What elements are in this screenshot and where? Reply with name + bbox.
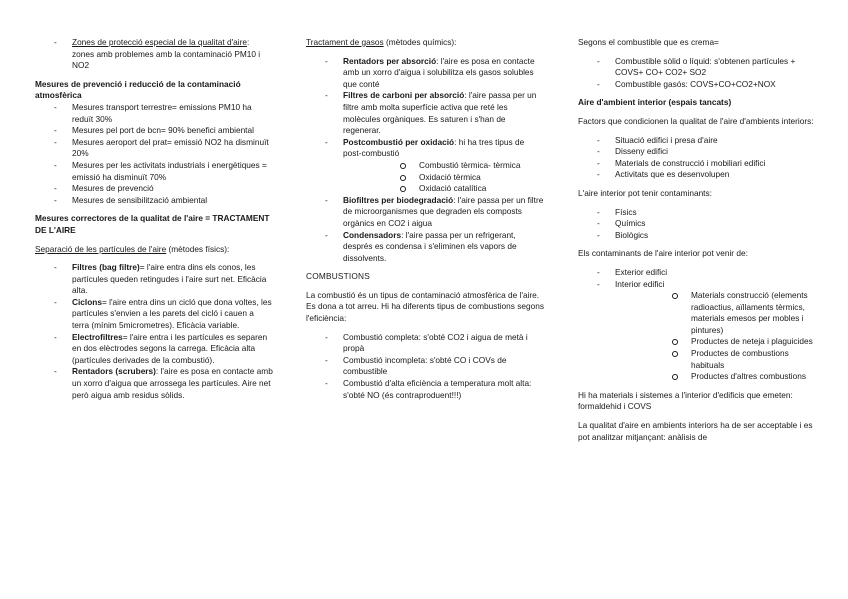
contaminants-list [578,207,814,242]
definition: = l'aire entra dins els conos, les partícules queden retingudes i l'aire surt net. Eficàcia alta. [72,262,267,296]
qualitat-paragraph: La qualitat d'aire en ambients interiors ha de ser acceptable i es pot analitzar mitjançant: anàlisis de [578,420,813,442]
definition: = l'aire entra dins un cicló que dona voltes, les partícules s'envien a les parets del cicló i cauen a terra (mínim 5micrometres). Eficàcia variable. [72,296,272,331]
list-item: - Mesures aeroport del prat= emissió NO2 ha disminuït 20% [35,137,273,160]
definition: : l'aire es posa en contacte amb un xorro d'aigua i solubilitza els gasos solubles que conté [343,55,535,89]
list-item: - Biològics [578,230,814,242]
venir-list [578,267,814,383]
interior-sublist [615,290,814,383]
column-3 [578,37,814,443]
zones-link-text: Zones de protecció especial de la qualitat d'aire [72,37,248,47]
zones-text: : zones amb problemes amb la contaminació PM10 i NO2 [72,37,261,71]
list-item: - Mesures de prevenció [35,183,273,195]
definition: : l'aire passa per un filtre de microorganismes que degraden els composts orgànics en CO2 i aigua [343,194,544,228]
term: Rentadors per absorció [343,55,437,66]
term: Filtres (bag filtre) [72,262,140,273]
contaminants-intro: L'aire interior pot tenir contaminants: [578,187,712,198]
venir-intro: Els contaminants de l'aire interior pot venir de: [578,248,748,259]
heading-interior: Aire d'ambient interior (espais tancats) [578,97,732,108]
list-item: - Mesures de sensibilització ambiental [35,195,273,207]
term: Condensadors [343,229,402,240]
list-item: - Químics [578,218,814,230]
fisics-list [35,262,273,401]
list-item [306,137,544,195]
sublist-item: Materials construcció (elements radioactius, aïllaments tèrmics, materials emesos per mobles i pintures) [615,290,814,336]
quimics-list [306,56,544,195]
list-item: - Combustió incompleta: s'obté CO i COVs de combustible [306,355,544,378]
column-2 [306,37,544,408]
term: Rentadors (scrubers) [72,366,156,377]
separacio-paragraph [35,244,273,256]
term: Ciclons [72,296,102,307]
list-item: - Situació edifici i presa d'aire [578,135,814,147]
postcombustio-sublist [343,160,544,195]
heading-correctores: Mesures correctores de la qualitat de l'aire = TRACTAMENT DE L'AIRE [35,213,270,235]
factors-list [578,135,814,181]
definition: = l'aire entra i les partícules es separen en dos elèctrodes segons la carrega. Eficàcia alta (partícules derivades de la combustió). [72,331,268,365]
separacio-link-text: Separació de les partícules de l'aire [35,243,167,254]
heading-prevencio: Mesures de prevenció i reducció de la contaminació atmosfèrica [35,78,241,101]
list-item: - Materials de construcció i mobiliari edifici [578,158,814,170]
term: Electrofiltres [72,331,123,342]
list-item: - Mesures pel port de bcn= 90% benefici ambiental [35,125,273,137]
list-item [306,230,544,265]
sublist-item: Oxidació tèrmica [343,172,544,184]
tractament-paragraph [306,37,544,49]
definition: : l'aire passa per un refrigerant, després es condensa i s'eliminen els vapors de dissolvents. [343,229,517,263]
sublist-item: Productes d'altres combustions [615,371,814,383]
definition: : l'aire es posa en contacte amb un xorro d'aigua que arrossega les partícules. Aire net però aigua amb residus sòlids. [72,366,273,400]
list-item-label: Interior edifici [615,278,665,289]
list-item: - Activitats que es desenvolupen [578,169,814,181]
list-item: - Combustió completa: s'obté CO2 i aigua de metà i propà [306,332,544,355]
segons-paragraph: Segons el combustible que es crema= [578,37,719,47]
list-item: - Combustible sòlid o líquid: s'obtenen partícules + COVS+ CO+ CO2+ SO2 [578,56,814,79]
list-item [306,195,544,230]
list-item: - Mesures per les activitats industrials i energètiques = emissió ha disminuït 70% [35,160,273,183]
list-item: - Combustió d'alta eficiència a temperatura molt alta: s'obté NO (és contraproduent!!!) [306,378,544,401]
list-item [35,262,273,297]
list-item: - Combustible gasós: COVS+CO+CO2+NOX [578,79,814,91]
heading-combustions: COMBUSTIONS [306,271,370,282]
combustions-intro: La combustió és un tipus de contaminació atmosfèrica de l'aire. Es dona a tot arreu. Hi ha diferents tipus de combustions segons l'eficiència: [306,289,544,324]
sublist-item: Combustió tèrmica- tèrmica [343,160,544,172]
term: Postcombustió per oxidació [343,136,455,147]
crema-list [578,56,814,91]
mesures-list [35,102,273,206]
tractament-link-text: Tractament de gasos [306,37,384,47]
list-item [578,279,814,383]
sublist-item: Productes de combustions habituals [615,348,814,371]
sublist-item: Productes de neteja i plaguicides [615,336,814,348]
definition: : l'aire passa per un filtre amb molta superfície activa que reté les molècules orgàniques. Es saturen i s'han de regenerar. [343,90,537,136]
list-item [35,37,273,72]
term: Filtres de carboni per absorció [343,90,465,101]
zones-list [35,37,273,72]
list-item [35,297,273,332]
sublist-item: Oxidació catalítica [343,183,544,195]
tractament-text: (mètodes químics): [383,37,457,47]
column-1 [35,37,273,408]
quimics-list-2 [306,195,544,265]
list-item: - Exterior edifici [578,267,814,279]
definition: : hi ha tres tipus de post-combustió [343,136,525,159]
list-item [35,366,273,401]
separacio-text: (mètodes físics): [166,243,230,254]
combustions-list [306,332,544,402]
list-item [306,56,544,91]
list-item [306,90,544,136]
list-item: - Mesures transport terrestre= emissions PM10 ha reduït 30% [35,102,273,125]
term: Biofiltres per biodegradació [343,194,454,205]
list-item: - Disseny edifici [578,146,814,158]
list-item: - Físics [578,207,814,219]
materials-paragraph: Hi ha materials i sistemes a l'interior d'edificis que emeten: formaldehid i COVS [578,389,793,412]
factors-intro: Factors que condicionen la qualitat de l'aire d'ambients interiors: [578,115,814,126]
list-item [35,332,273,367]
